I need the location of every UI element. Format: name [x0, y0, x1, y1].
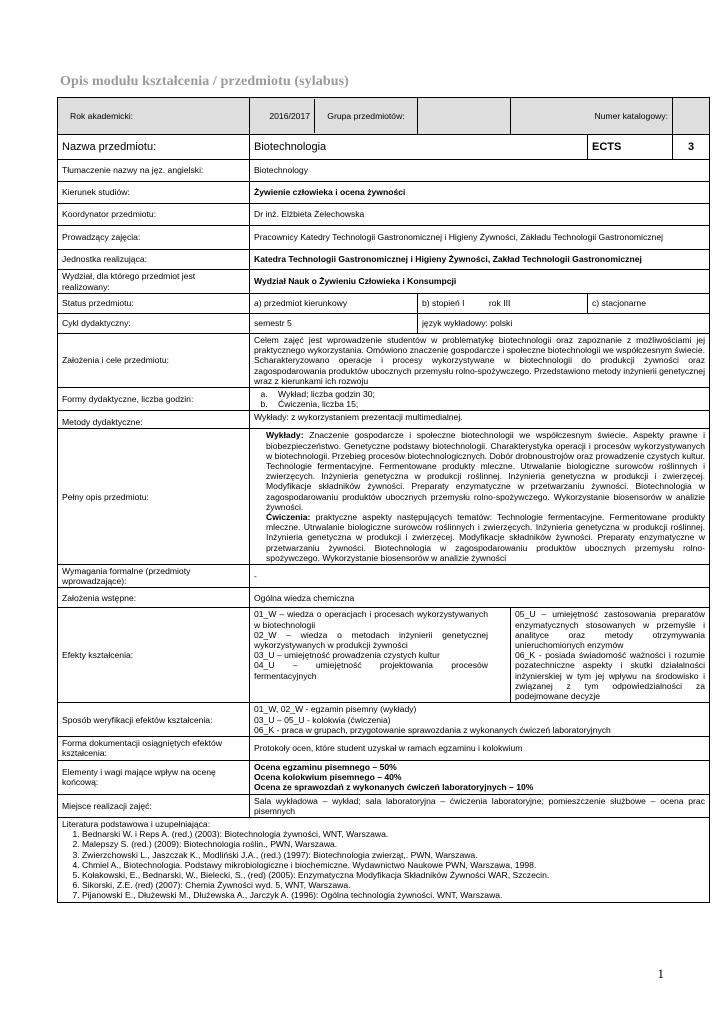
status-degree: b) stopień I [422, 298, 465, 309]
verification-label: Sposób weryfikacji efektów kształcenia: [58, 703, 250, 737]
subject-name-row [58, 135, 710, 160]
requirements-label: Wymagania formalne (przedmioty wprowadzające): [58, 565, 250, 588]
academic-year-label: Rok akademicki: [58, 98, 250, 135]
academic-year-value: 2016/2017 [250, 99, 315, 133]
aims-row [58, 334, 710, 388]
outcome-item: 01_W – wiedza o operacjach i procesach wykorzystywanych w biotechnologii [254, 609, 488, 630]
instructors-row [58, 226, 710, 250]
status-label: Status przedmiotu: [58, 294, 250, 314]
subject-group-label: Grupa przedmiotów: [327, 110, 405, 121]
literature-row [58, 817, 710, 902]
weights-label: Elementy i wagi mające wpływ na ocenę końcową: [58, 760, 250, 794]
cycle-row [58, 314, 710, 334]
outcome-item: 02_W – wiedza o metodach inżynierii genetycznej wykorzystywanych w produkcji żywności [254, 629, 488, 651]
header-row [58, 98, 710, 135]
location-row [58, 794, 710, 817]
catalog-number-value [673, 98, 710, 135]
subject-name-value: Biotechnologia [250, 135, 588, 160]
literature-item: 2. Malepszy S. (red.) (2009): Biotechnologia roślin., PWN, Warszawa. [82, 839, 705, 849]
page-number: 1 [657, 966, 664, 981]
forms-row [58, 388, 710, 411]
forms-item: a. Wykład; liczba godzin 30; [270, 389, 705, 399]
description-value [250, 429, 710, 565]
catalog-number-label: Numer katalogowy: [511, 98, 673, 135]
description-row [58, 429, 710, 565]
forms-item: b. Ćwiczenia, liczba 15; [270, 399, 705, 409]
outcome-item: 03_U – umiejętność prowadzenia czystych kultur [254, 650, 440, 661]
forms-list [254, 389, 705, 409]
verification-value [250, 703, 710, 737]
methods-value: Wykłady: z wykorzystaniem prezentacji multimedialnej. [250, 411, 710, 429]
documentation-row [58, 736, 710, 760]
documentation-label: Forma dokumentacji osiągniętych efektów kształcenia: [58, 736, 250, 760]
forms-label: Formy dydaktyczne, liczba godzin: [58, 388, 250, 411]
location-value: Sala wykładowa – wykład; sala laboratoryjna – ćwiczenia laboratoryjne; pomieszczenie służbowe – ocena prac pisemnych [250, 794, 710, 817]
prerequisites-row [58, 588, 710, 608]
english-name-row [58, 160, 710, 182]
literature-item: 3. Zwierzchowski L., Jaszczak K., Modliński J.A., (red.) (1997): Biotechnologia zwierząt,. PWN, Warszawa. [82, 850, 705, 860]
aims-value: Celem zajęć jest wprowadzenie studentów w problematykę biotechnologii oraz zapoznanie z możliwościami jej praktycznego wykorzystania. Omówiono znaczenie gospodarcze i społeczne biotechnologii we współczesnym świecie. Scharakteryzowano operacje i procesy wykorzystywane w biotechnologii do produkcji żywności oraz zagospodarowania produktów ubocznych przemysłu rolno-spożywczego. Przedstawiono metody inżynierii genetycznej wraz z kierunkami ich rozwoju [250, 334, 710, 388]
literature-cell [58, 817, 710, 902]
cycle-label: Cykl dydaktyczny: [58, 314, 250, 334]
status-type: a) przedmiot kierunkowy [250, 294, 418, 314]
prerequisites-label: Założenia wstępne: [58, 588, 250, 608]
subject-group-value [418, 98, 511, 135]
outcome-item: 06_K - posiada świadomość ważności i rozumie pozatechniczne aspekty i skutki działalności inżynierskiej w tym jej wpływu na środowisko i związanej z tym odpowiedzialności za podejmowane decyzje [515, 650, 705, 702]
faculty-label: Wydział, dla którego przedmiot jest realizowany: [58, 270, 250, 294]
exercise-text: praktyczne aspekty następujących tematów: Technologie fermentacyjne. Fermentowane produkty mleczne. Utrwalanie biologiczne surowców roślinnych i zwierzęcych. Inżynieria genetyczna w produkcji roślinnej. Inżynieria genetyczna w produkcji i zwierzęcej. Modyfikacje składników żywności. Preparaty enzymatyczne w przetwarzaniu żywności. Biotechnologia w zagospodarowaniu produktów ubocznych przemysłu rolno-spożywczego. Wykorzystanie biosensorów w analizie żywności [266, 512, 705, 563]
literature-item: 5. Kołakowski, E., Bednarski, W., Bielecki, S., (red) (2005): Enzymatyczna Modyfikacja Składników Żywności WAR, Szczecin. [82, 870, 705, 880]
aims-label: Założenia i cele przedmiotu: [58, 334, 250, 388]
verification-line: 01_W, 02_W - egzamin pisemny (wykłady) [254, 704, 417, 715]
literature-list [62, 829, 705, 900]
ects-value: 3 [673, 135, 710, 160]
description-label: Pełny opis przedmiotu: [58, 429, 250, 565]
instructors-label: Prowadzący zajęcia: [58, 226, 250, 250]
subject-name-label: Nazwa przedmiotu: [58, 135, 250, 160]
documentation-value: Protokoły ocen, które student uzyskał w ramach egzaminu i kolokwium [250, 736, 710, 760]
header-middle [250, 98, 418, 135]
literature-item: 6. Sikorski, Z.E. (red) (2007): Chemia Żywności wyd. 5, WNT, Warszawa. [82, 880, 705, 890]
status-degree-cell [418, 294, 588, 314]
instructors-value: Pracownicy Katedry Technologii Gastronomicznej i Higieny Żywności, Zakładu Technologii Gastronomicznej [250, 226, 710, 250]
outcomes-left [250, 608, 511, 703]
methods-label: Metody dydaktyczne: [58, 411, 250, 429]
verification-line: 03_U – 05_U - kolokwia (ćwiczenia) [254, 714, 391, 725]
weight-line: Ocena kolokwium pisemnego – 40% [254, 772, 402, 783]
unit-value: Katedra Technologii Gastronomicznej i Higieny Żywności, Zakład Technologii Gastronomicznej [250, 250, 710, 270]
syllabus-table [57, 97, 710, 903]
outcomes-right [511, 608, 710, 703]
literature-item: 4. Chmiel A., Biotechnologia. Podstawy mikrobiologiczne i biochemiczne. Wydawnictwo Naukowe PWN, Warszawa, 1998. [82, 860, 705, 870]
coordinator-value: Dr inż. Elżbieta Żelechowska [250, 204, 710, 226]
unit-label: Jednostka realizująca: [58, 250, 250, 270]
english-name-value: Biotechnology [250, 160, 710, 182]
status-row [58, 294, 710, 314]
prerequisites-value: Ogólna wiedza chemiczna [250, 588, 710, 608]
field-value: Żywienie człowieka i ocena żywności [250, 182, 710, 204]
outcome-item: 04_U – umiejętność projektowania procesów fermentacyjnych [254, 660, 488, 681]
literature-heading: Literatura podstawowa i uzupełniająca: [62, 818, 211, 829]
faculty-row [58, 270, 710, 294]
cycle-language: język wykładowy: polski [418, 314, 710, 334]
status-year: rok III [488, 298, 511, 309]
requirements-row [58, 565, 710, 588]
outcome-item: 05_U – umiejętność zastosowania preparatów enzymatycznych stosowanych w przemyśle i analityce oraz metody otrzymywania unieruchomionych enzymów [515, 609, 705, 651]
weights-value [250, 760, 710, 794]
verification-line: 06_K - praca w grupach, przygotowanie sprawozdania z wykonanych ćwiczeń laboratoryjnych [254, 724, 611, 735]
location-label: Miejsce realizacji zajęć: [58, 794, 250, 817]
english-name-label: Tłumaczenie nazwy na jęz. angielski: [58, 160, 250, 182]
lecture-heading: Wykłady: [266, 430, 304, 441]
outcomes-row [58, 608, 710, 703]
weights-row [58, 760, 710, 794]
field-label: Kierunek studiów: [58, 182, 250, 204]
coordinator-row [58, 204, 710, 226]
literature-item: 7. Pijanowski E., Dłużewski M., Dłużewska A., Jarczyk A. (1996): Ogólna technologia żywności. WNT, Warszawa. [82, 890, 705, 900]
weight-line: Ocena ze sprawozdań z wykonanych ćwiczeń laboratoryjnych – 10% [254, 782, 534, 793]
verification-row [58, 703, 710, 737]
document-title: Opis modułu kształcenia / przedmiotu (sylabus) [60, 74, 349, 89]
field-row [58, 182, 710, 204]
outcomes-label: Efekty kształcenia: [58, 608, 250, 703]
forms-value [250, 388, 710, 411]
faculty-value: Wydział Nauk o Żywieniu Człowieka i Konsumpcji [250, 270, 710, 294]
coordinator-label: Koordynator przedmiotu: [58, 204, 250, 226]
exercise-heading: Ćwiczenia: [266, 512, 311, 523]
weight-line: Ocena egzaminu pisemnego – 50% [254, 761, 397, 772]
cycle-semester: semestr 5 [250, 314, 418, 334]
literature-item: 1. Bednarski W. i Reps A. (red.) (2003): Biotechnologia żywności, WNT, Warszawa. [82, 829, 705, 839]
methods-row [58, 411, 710, 429]
status-mode: c) stacjonarne [588, 294, 710, 314]
requirements-value: - [250, 565, 710, 588]
ects-label: ECTS [588, 135, 673, 160]
unit-row [58, 250, 710, 270]
lecture-text: Znaczenie gospodarcze i społeczne biotechnologii we współczesnym świecie. Aspekty prawne i biobezpieczeństwo. Genetyczne podstawy biotechnologii. Charakterystyka operacji i procesów wykorzystywanych w biotechnologii. Przebieg procesów biotechnologicznych. Dobór drobnoustrojów oraz prowadzenie czystych kultur. Technologie fermentacyjne. Fermentowane produkty mleczne. Utrwalanie biologiczne surowców roślinnych i zwierzęcych. Inżynieria genetyczna w produkcji roślinnej. Inżynieria genetyczna w produkcji i zwierzęcej. Modyfikacje składników żywności. Preparaty enzymatyczne w przetwarzaniu żywności. Biotechnologia w zagospodarowaniu produktów ubocznych przemysłu rolno-spożywczego. Wykorzystanie biosensorów w analizie żywności. [266, 430, 705, 512]
